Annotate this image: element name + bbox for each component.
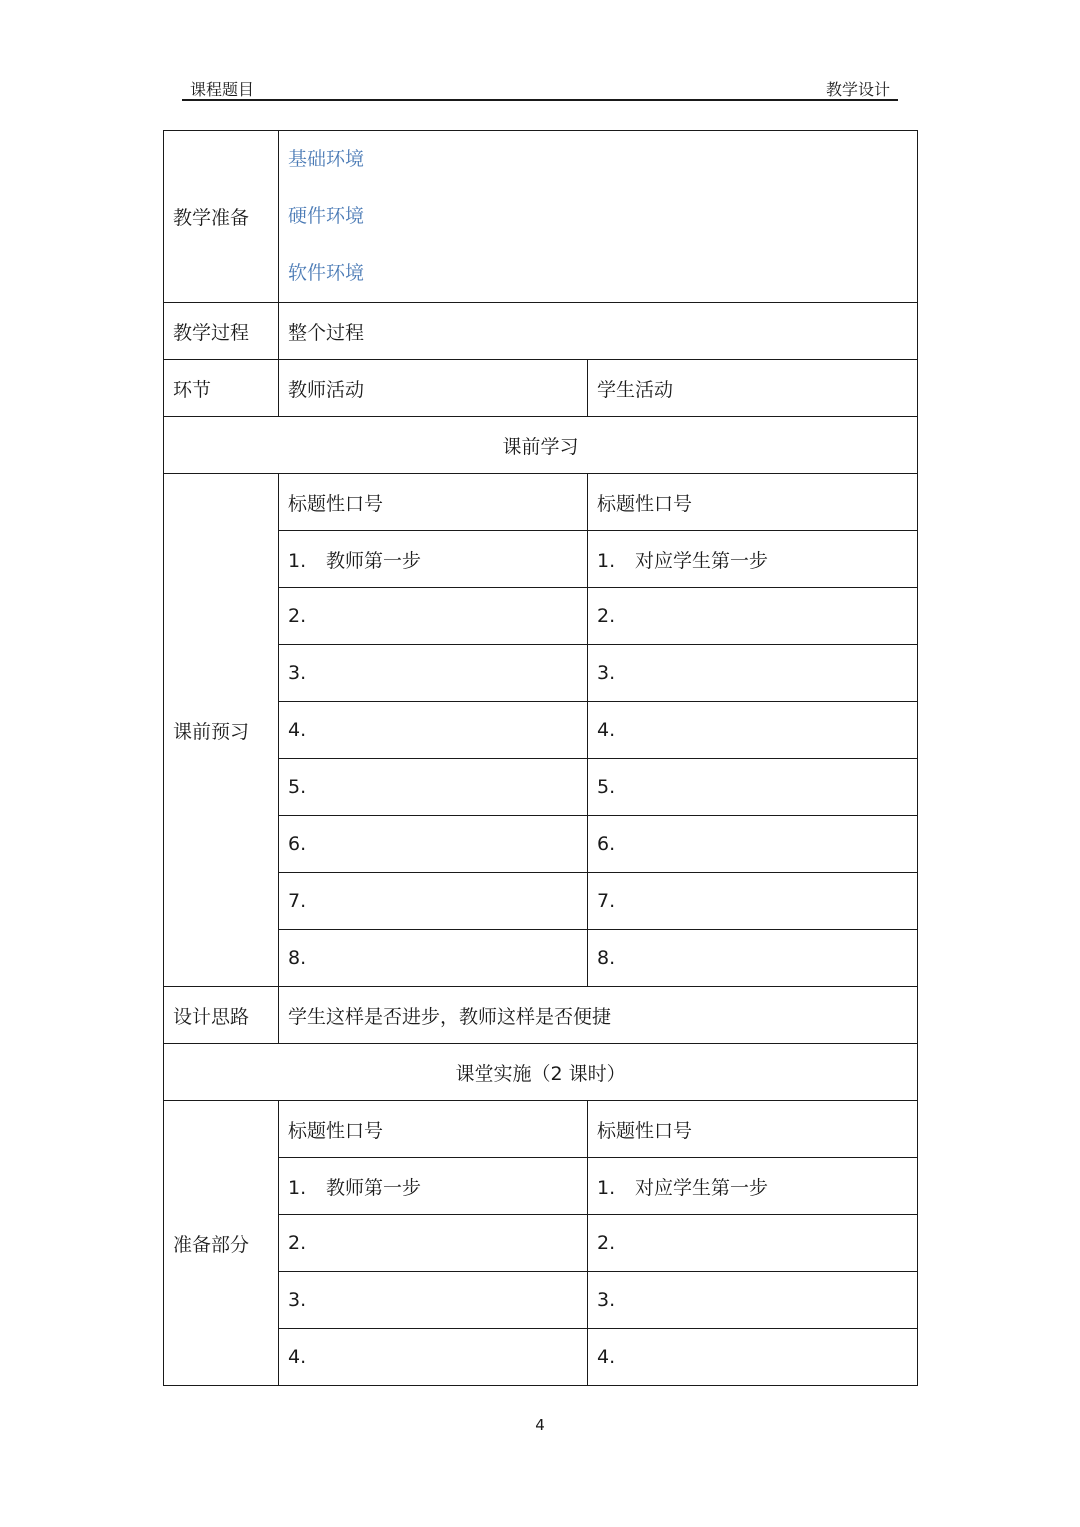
step-number: 1. xyxy=(597,549,616,572)
cell-process-value: 整个过程 xyxy=(279,303,918,360)
row-teaching-process xyxy=(164,303,918,360)
pre-class-student-title: 标题性口号 xyxy=(588,474,918,531)
step-number: 7. xyxy=(288,890,307,912)
lesson-plan-table xyxy=(163,130,918,1386)
prep-item-software: 软件环境 xyxy=(288,262,365,284)
row-in-class-titles xyxy=(164,1101,918,1158)
page-number: 4 xyxy=(535,1416,545,1434)
teacher-step-cell xyxy=(279,930,588,987)
step-number: 2. xyxy=(597,1232,616,1254)
teacher-step-text: 教师第一步 xyxy=(326,549,422,572)
teacher-step-cell xyxy=(279,1215,588,1272)
prep-item-hardware: 硬件环境 xyxy=(288,205,365,227)
teacher-step-cell xyxy=(279,1158,588,1215)
step-number: 8. xyxy=(288,947,307,969)
step-number: 4. xyxy=(288,719,307,741)
student-step-cell xyxy=(588,645,918,702)
step-number: 1. xyxy=(288,1176,307,1199)
student-step-cell xyxy=(588,588,918,645)
col-header-stage: 环节 xyxy=(164,360,279,417)
step-number: 5. xyxy=(597,776,616,798)
student-step-text: 对应学生第一步 xyxy=(635,1176,769,1199)
step-number: 3. xyxy=(597,662,616,684)
student-step-cell xyxy=(588,873,918,930)
student-step-cell xyxy=(588,702,918,759)
prep-item-basic: 基础环境 xyxy=(288,148,365,170)
in-class-student-title: 标题性口号 xyxy=(588,1101,918,1158)
teacher-step-cell xyxy=(279,816,588,873)
student-step-cell xyxy=(588,1329,918,1386)
pre-class-teacher-title: 标题性口号 xyxy=(279,474,588,531)
step-number: 6. xyxy=(288,833,307,855)
col-header-teacher: 教师活动 xyxy=(279,360,588,417)
step-number: 6. xyxy=(597,833,616,855)
header-doc-type: 教学设计 xyxy=(825,80,890,99)
header-divider xyxy=(182,99,898,101)
row-column-headers xyxy=(164,360,918,417)
teacher-step-cell xyxy=(279,588,588,645)
step-number: 2. xyxy=(288,1232,307,1254)
teacher-step-cell xyxy=(279,531,588,588)
cell-prep-label: 教学准备 xyxy=(164,131,279,303)
cell-design-label: 设计思路 xyxy=(164,987,279,1044)
step-number: 4. xyxy=(597,1346,616,1368)
step-number: 3. xyxy=(288,662,307,684)
header-course-title: 课程题目 xyxy=(190,80,255,99)
student-step-cell xyxy=(588,1272,918,1329)
cell-design-value: 学生这样是否进步，教师这样是否便捷 xyxy=(279,987,918,1044)
student-step-cell xyxy=(588,1158,918,1215)
step-number: 2. xyxy=(288,605,307,627)
student-step-cell xyxy=(588,816,918,873)
row-section-pre-class xyxy=(164,417,918,474)
cell-prep-items xyxy=(279,131,918,303)
row-pre-class-titles xyxy=(164,474,918,531)
row-teaching-prep xyxy=(164,131,918,303)
step-number: 4. xyxy=(597,719,616,741)
step-number: 1. xyxy=(288,549,307,572)
step-number: 7. xyxy=(597,890,616,912)
col-header-student: 学生活动 xyxy=(588,360,918,417)
section-title-in-class: 课堂实施（2 课时） xyxy=(164,1044,918,1101)
teacher-step-cell xyxy=(279,873,588,930)
teacher-step-cell xyxy=(279,759,588,816)
step-number: 1. xyxy=(597,1176,616,1199)
teacher-step-cell xyxy=(279,702,588,759)
row-section-in-class xyxy=(164,1044,918,1101)
teacher-step-cell xyxy=(279,1329,588,1386)
section-title-pre-class: 课前学习 xyxy=(164,417,918,474)
student-step-cell xyxy=(588,1215,918,1272)
student-step-cell xyxy=(588,759,918,816)
cell-process-label: 教学过程 xyxy=(164,303,279,360)
step-number: 3. xyxy=(288,1289,307,1311)
student-step-text: 对应学生第一步 xyxy=(635,549,769,572)
teacher-step-cell xyxy=(279,645,588,702)
in-class-teacher-title: 标题性口号 xyxy=(279,1101,588,1158)
row-design-rationale xyxy=(164,987,918,1044)
teacher-step-cell xyxy=(279,1272,588,1329)
step-number: 4. xyxy=(288,1346,307,1368)
step-number: 2. xyxy=(597,605,616,627)
teacher-step-text: 教师第一步 xyxy=(326,1176,422,1199)
step-number: 8. xyxy=(597,947,616,969)
step-number: 5. xyxy=(288,776,307,798)
cell-pre-class-label: 课前预习 xyxy=(164,474,279,987)
student-step-cell xyxy=(588,531,918,588)
cell-in-class-label: 准备部分 xyxy=(164,1101,279,1386)
step-number: 3. xyxy=(597,1289,616,1311)
student-step-cell xyxy=(588,930,918,987)
